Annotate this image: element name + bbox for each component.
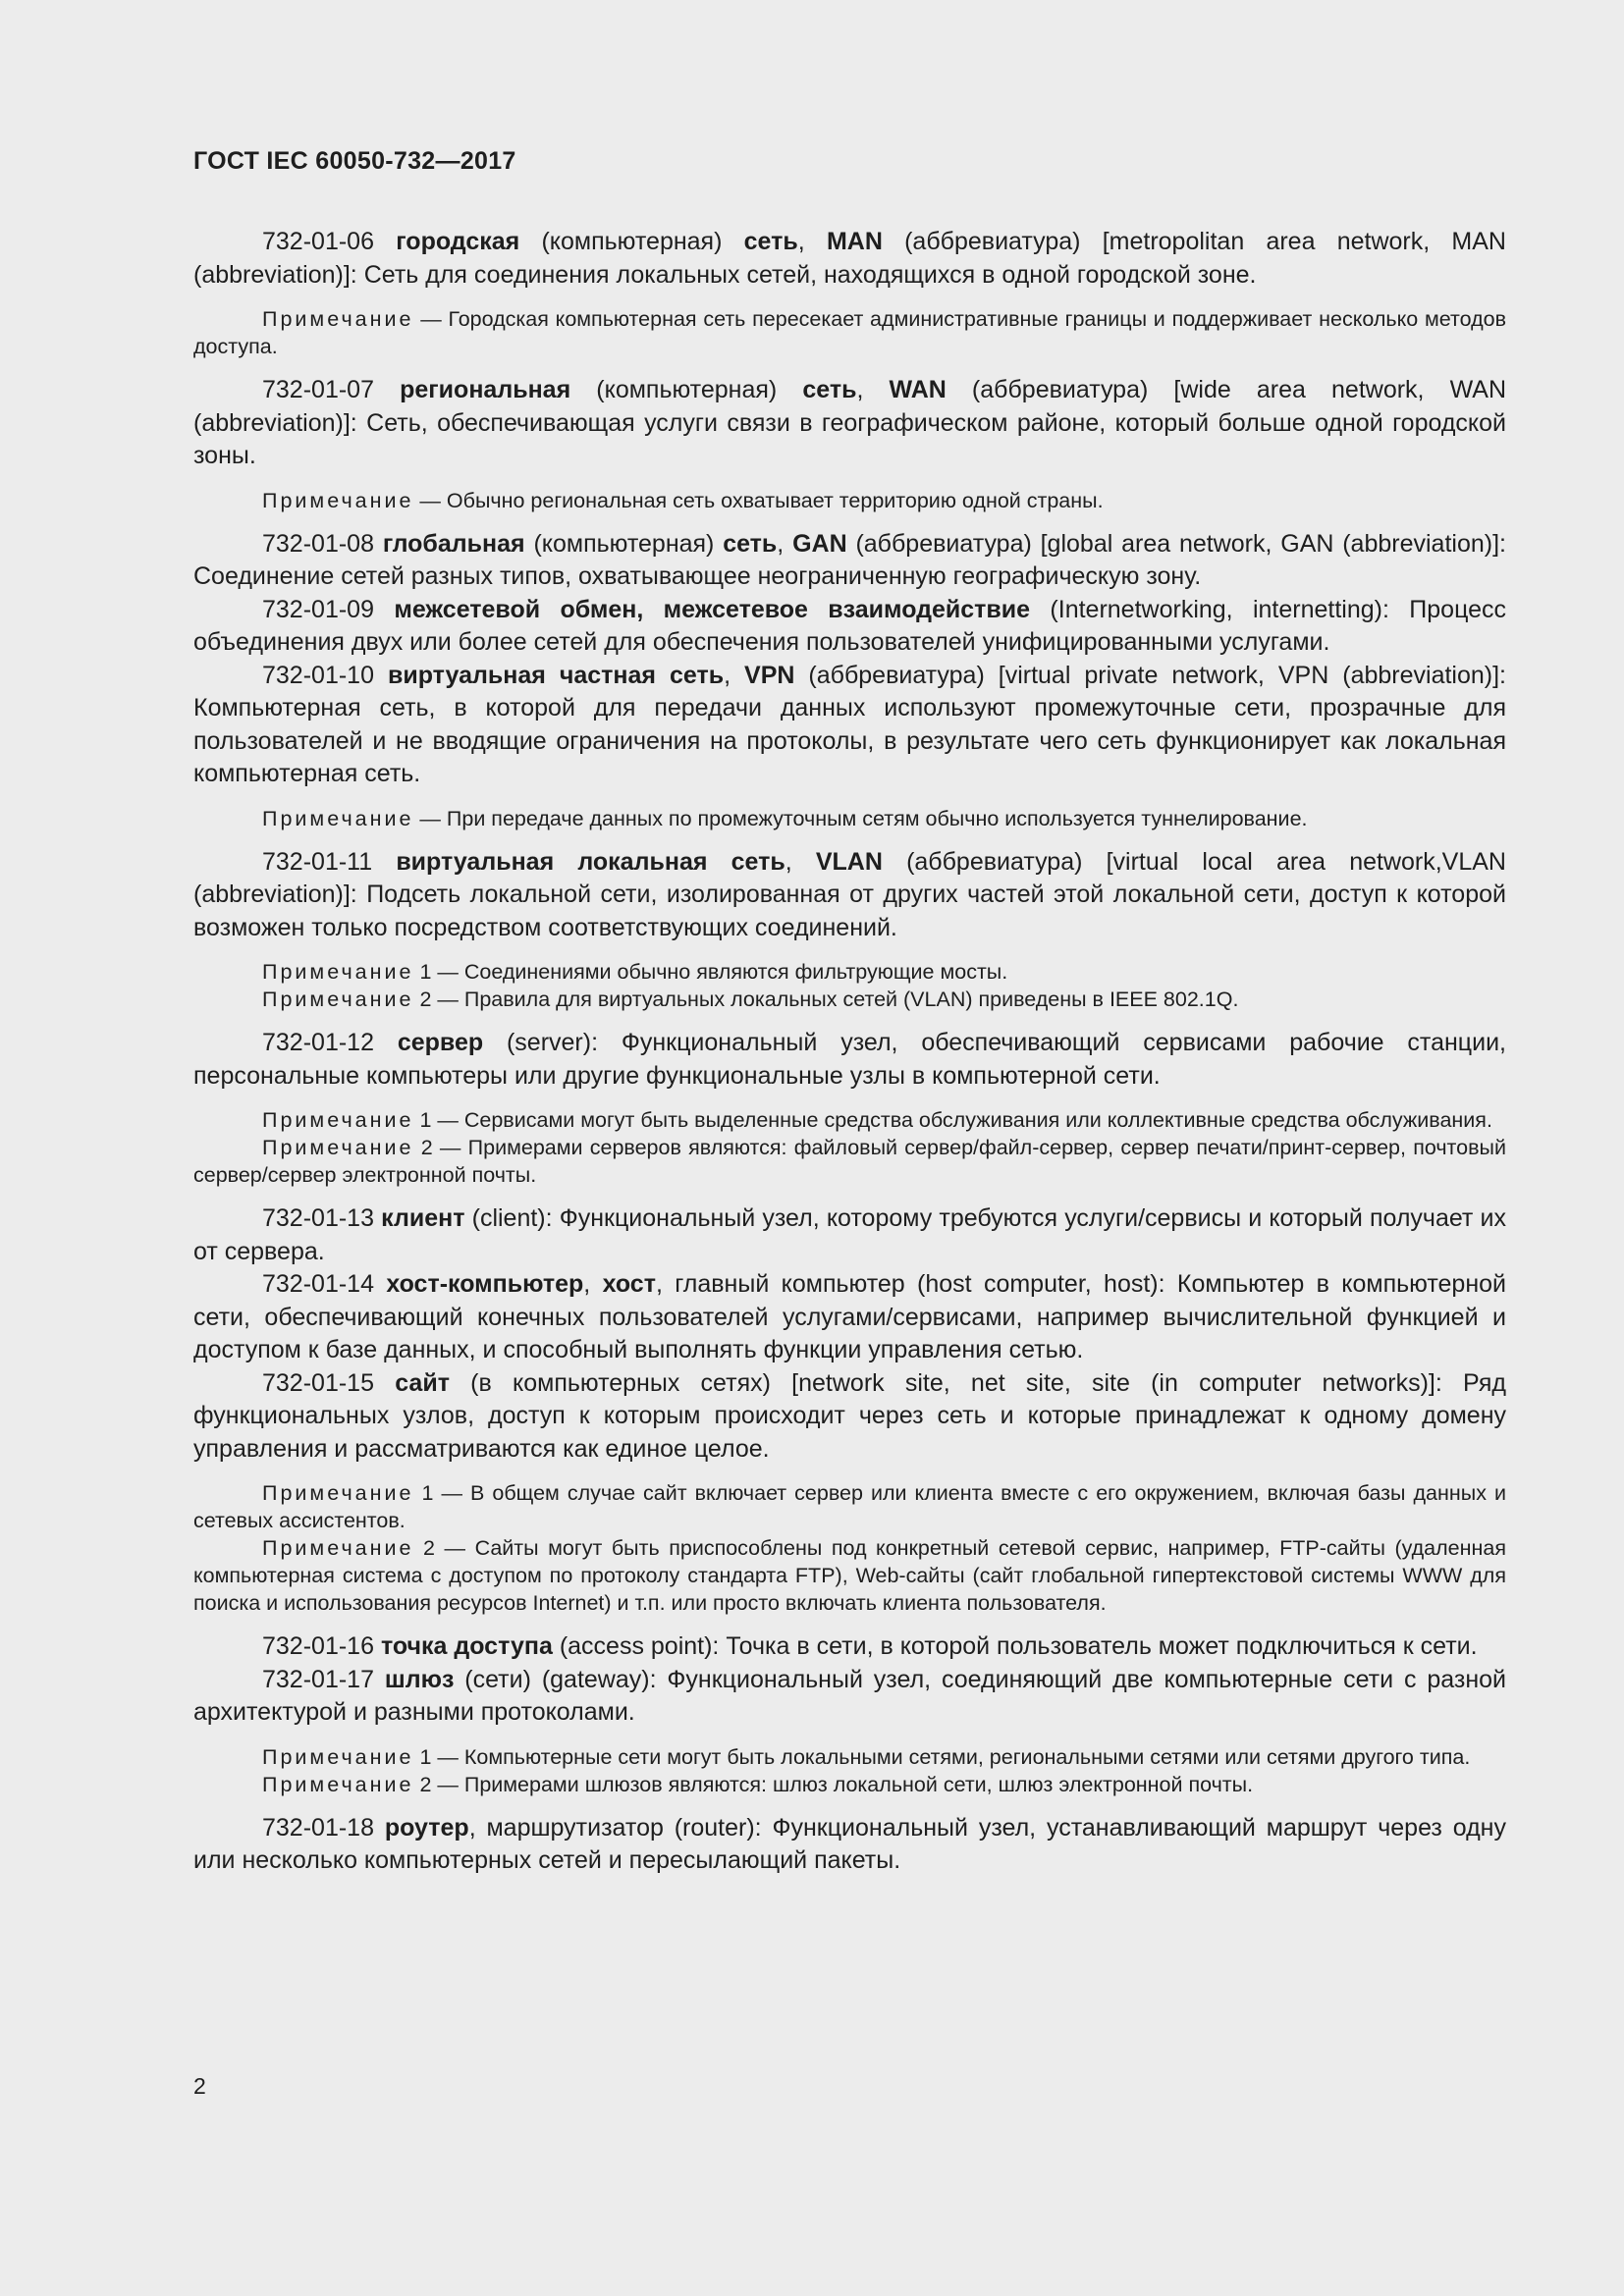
term-note: Примечание — Городская компьютерная сеть пересекает административные границы и поддерживает несколько методов доступа. — [193, 307, 1506, 358]
term-entry: 732-01-17 шлюз (сети) (gateway): Функциональный узел, соединяющий две компьютерные сети с разной архитектурой и разными протоколами. — [193, 1665, 1507, 1726]
term-note: Примечание 1 — Компьютерные сети могут быть локальными сетями, региональными сетями или сетями другого типа. — [262, 1744, 1471, 1769]
term-entry: 732-01-15 сайт (в компьютерных сетях) [network site, net site, site (in computer networks)]: Ряд функциональных узлов, доступ к которым происходит через сеть и которые принадлежат к одному домену управления и рассматриваются как единое целое. — [193, 1368, 1506, 1463]
document-body — [193, 226, 1506, 1878]
term-entry: 732-01-08 глобальная (компьютерная) сеть, GAN (аббревиатура) [global area network, GAN (abbreviation)]: Соединение сетей разных типов, охватывающее неограниченную географическую зону. — [193, 529, 1506, 590]
term-entry: 732-01-06 городская (компьютерная) сеть, MAN (аббревиатура) [metropolitan area network, MAN (abbreviation)]: Сеть для соединения локальных сетей, находящихся в одной городской зоне. — [193, 228, 1506, 289]
term-entry: 732-01-07 региональная (компьютерная) сеть, WAN (аббревиатура) [wide area network, WAN (abbreviation)]: Сеть, обеспечивающая услуги связи в географическом районе, который больше одной городской зоны. — [193, 376, 1506, 469]
term-note: Примечание 1 — В общем случае сайт включает сервер или клиента вместе с его окружением, включая базы данных и сетевых ассистентов. — [193, 1481, 1506, 1532]
term-note: Примечание 2 — Правила для виртуальных локальных сетей (VLAN) приведены в IEEE 802.1Q. — [262, 988, 1239, 1011]
term-entry: 732-01-10 виртуальная частная сеть, VPN (аббревиатура) [virtual private network, VPN (abbreviation)]: Компьютерная сеть, в которой для передачи данных используют промежуточные сети, прозрачные для пользователей и не вводящие ограничения на протоколы, в результате чего сеть функционирует как локальная компьютерная сеть. — [193, 661, 1506, 787]
term-entry: 732-01-09 межсетевой обмен, межсетевое взаимодействие (Internetworking, internetting): Процесс объединения двух или более сетей для обеспечения пользователей унифицированными услугами. — [193, 595, 1507, 656]
term-entry: 732-01-14 хост-компьютер, хост, главный компьютер (host computer, host): Компьютер в компьютерной сети, обеспечивающий конечных пользователей услугами/сервисами, например вычислительной функцией и доступом к базе данных, и способный выполнять функции управления сетью. — [193, 1270, 1506, 1363]
page-number: 2 — [193, 2073, 206, 2099]
term-entry: 732-01-11 виртуальная локальная сеть, VLAN (аббревиатура) [virtual local area network,VLAN (abbreviation)]: Подсеть локальной сети, изолированная от других частей этой локальной сети, доступ к которой возможен только посредством соответствующих соединений. — [193, 847, 1506, 941]
term-note: Примечание 1 — Соединениями обычно являются фильтрующие мосты. — [262, 960, 1008, 984]
document-header: ГОСТ IEC 60050-732—2017 — [193, 147, 516, 175]
term-note: Примечание 2 — Примерами шлюзов являются: шлюз локальной сети, шлюз электронной почты. — [262, 1772, 1254, 1796]
term-note: Примечание 1 — Сервисами могут быть выделенные средства обслуживания или коллективные средства обслуживания. — [262, 1108, 1492, 1132]
term-note: Примечание 2 — Сайты могут быть приспособлены под конкретный сетевой сервис, например, FTP-сайты (удаленная компьютерная система с доступом по протоколу стандарта FTP), Web-сайты (сайт глобальной гипертекстовой системы WWW для поиска и использования ресурсов Internet) и т.п. или просто включать клиента пользователя. — [193, 1536, 1506, 1615]
term-entry: 732-01-16 точка доступа (access point): Точка в сети, в которой пользователь может подключиться к сети. — [262, 1632, 1478, 1660]
term-note: Примечание 2 — Примерами серверов являются: файловый сервер/файл-сервер, сервер печати/принт-сервер, почтовый сервер/сервер электронной почты. — [193, 1136, 1506, 1187]
term-entry: 732-01-12 сервер (server): Функциональный узел, обеспечивающий сервисами рабочие станции, персональные компьютеры или другие функциональные узлы в компьютерной сети. — [193, 1029, 1506, 1090]
term-entry: 732-01-13 клиент (client): Функциональный узел, которому требуются услуги/сервисы и который получает их от сервера. — [193, 1204, 1506, 1265]
term-note: Примечание — Обычно региональная сеть охватывает территорию одной страны. — [262, 488, 1104, 512]
term-note: Примечание — При передаче данных по промежуточным сетям обычно используется туннелирование. — [262, 806, 1308, 830]
term-entry: 732-01-18 роутер, маршрутизатор (router): Функциональный узел, устанавливающий маршрут через одну или несколько компьютерных сетей и пересылающий пакеты. — [193, 1813, 1506, 1874]
